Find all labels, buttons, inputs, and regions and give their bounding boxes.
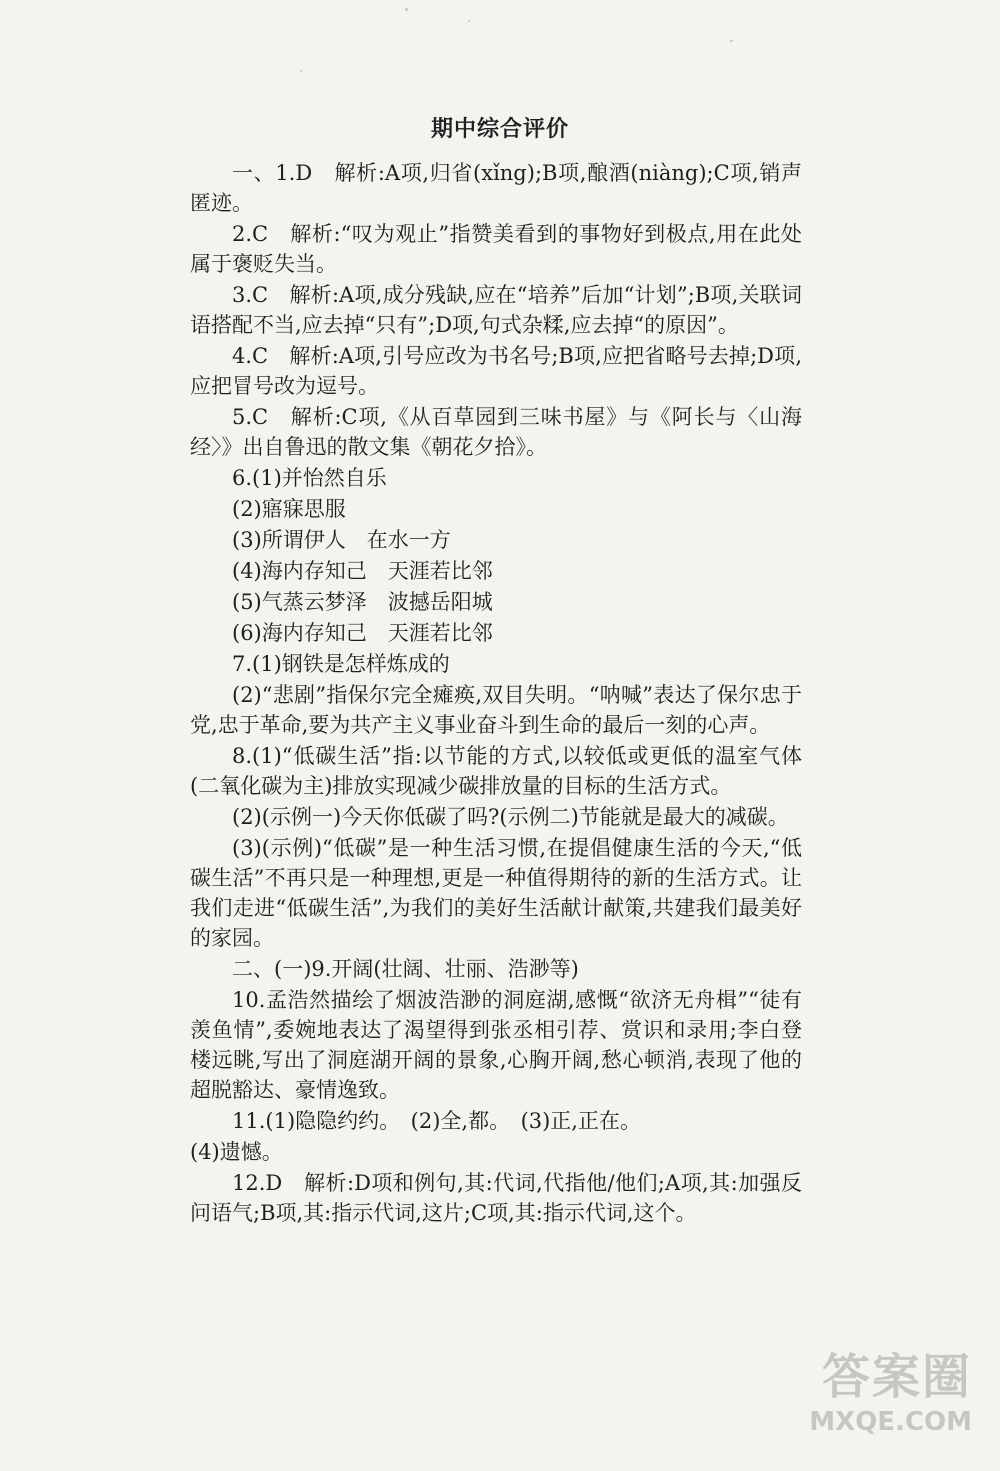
answer-q6-6: (6)海内存知己 天涯若比邻: [232, 621, 493, 645]
answer-q5: 5.C 解析:C项,《从百草园到三味书屋》与《阿长与〈山海经〉》出自鲁迅的散文集《朝花夕拾》。: [190, 405, 802, 459]
page-title: 期中综合评价: [430, 117, 569, 142]
answer-q8-3: (3)(示例)“低碳”是一种生活习惯,在提倡健康生活的今天,“低碳生活”不再只是一种理想,更是一种值得期待的新的生活方式。让我们走进“低碳生活”,为我们的美好生活献计献策,共建我们最美好的家园。: [190, 836, 802, 950]
answer-q11-4: (4)遗憾。: [190, 1140, 283, 1164]
paper-speck: [300, 70, 302, 72]
answer-q9: 二、(一)9.开阔(壮阔、壮丽、浩渺等): [232, 957, 579, 981]
answer-q7-2: (2)“悲剧”指保尔完全瘫痪,双目失明。“呐喊”表达了保尔忠于党,忠于革命,要为共产主义事业奋斗到生命的最后一刻的心声。: [190, 683, 802, 737]
answer-q7-1: 7.(1)钢铁是怎样炼成的: [232, 652, 450, 676]
answer-q6-4: (4)海内存知己 天涯若比邻: [232, 559, 493, 583]
watermark-url: MXQE.COM: [809, 1407, 972, 1437]
watermark-logo: [782, 1347, 972, 1457]
answer-q4: 4.C 解析:A项,引号应改为书名号;B项,应把省略号去掉;D项,应把冒号改为逗号。: [190, 344, 802, 398]
answer-q10: 10.孟浩然描绘了烟波浩渺的洞庭湖,感慨“欲济无舟楫”“徒有羡鱼情”,委婉地表达了渴望得到张丞相引荐、赏识和录用;李白登楼远眺,写出了洞庭湖开阔的景象,心胸开阔,愁心顿消,表现了他的超脱豁达、豪情逸致。: [190, 988, 802, 1102]
answer-q11: 11.(1)隐隐约约。 (2)全,都。 (3)正,正在。: [232, 1109, 641, 1133]
paper-speck: [468, 20, 470, 22]
paper-speck: [405, 8, 408, 11]
answer-q3: 3.C 解析:A项,成分残缺,应在“培养”后加“计划”;B项,关联词语搭配不当,应去掉“只有”;D项,句式杂糅,应去掉“的原因”。: [190, 283, 802, 337]
answer-q6-2: (2)寤寐思服: [232, 497, 346, 521]
answer-content: [190, 158, 802, 1229]
answer-q6-3: (3)所谓伊人 在水一方: [232, 528, 451, 552]
answer-q6-1: 6.(1)并怡然自乐: [232, 466, 387, 490]
answer-q2: 2.C 解析:“叹为观止”指赞美看到的事物好到极点,用在此处属于褒贬失当。: [190, 222, 802, 276]
paper-speck: [730, 40, 733, 42]
answer-q8-1: 8.(1)“低碳生活”指:以节能的方式,以较低或更低的温室气体(二氧化碳为主)排放实现减少碳排放量的目标的生活方式。: [190, 744, 802, 798]
answer-q8-2: (2)(示例一)今天你低碳了吗?(示例二)节能就是最大的减碳。: [232, 805, 789, 829]
watermark-chinese: 答案圈: [821, 1349, 972, 1405]
answer-q6-5: (5)气蒸云梦泽 波撼岳阳城: [232, 590, 493, 614]
answer-q12: 12.D 解析:D项和例句,其:代词,代指他/他们;A项,其:加强反问语气;B项,其:指示代词,这片;C项,其:指示代词,这个。: [190, 1171, 802, 1225]
answer-q1: 一、1.D 解析:A项,归省(xǐng);B项,酿酒(niàng);C项,销声匿迹。: [190, 161, 802, 215]
